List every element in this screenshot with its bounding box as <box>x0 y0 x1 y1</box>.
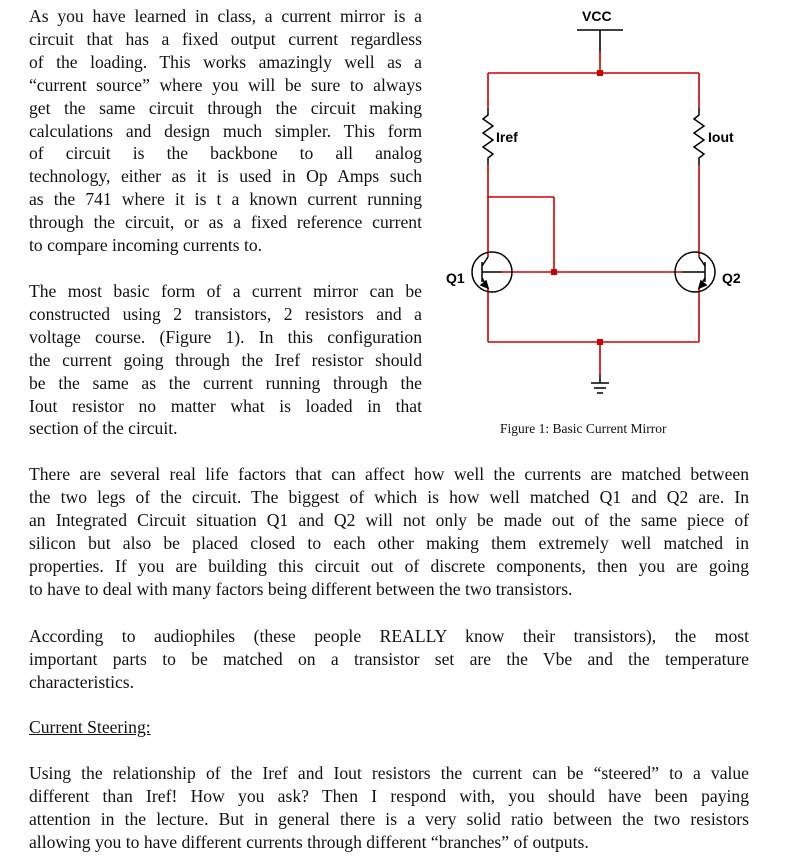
text-line: the two legs of the circuit. The biggest of which is how well matched Q1 and Q2 are. In <box>29 486 749 507</box>
vcc-symbol <box>577 30 623 52</box>
text-line: different than Iref! How you ask? Then I respond with, you should have been paying <box>29 785 749 806</box>
iref-label: Iref <box>496 129 518 145</box>
iout-resistor <box>694 108 704 165</box>
current-steering-paragraph <box>29 762 749 854</box>
text-line: through the circuit, or as a fixed reference current <box>29 212 422 233</box>
text-line: calculations and design much simpler. This form <box>29 120 422 141</box>
text-line: of circuit is the backbone to all analog <box>29 143 422 164</box>
factors-paragraph <box>29 463 749 600</box>
text-line: to compare incoming currents to. <box>29 235 263 256</box>
text-line: “current source” where you will be sure to always <box>29 74 422 95</box>
text-line: As you have learned in class, a current mirror is a <box>29 6 422 26</box>
ground-symbol <box>591 375 609 393</box>
audiophiles-paragraph <box>29 625 749 694</box>
text-line: the current going through the Iref resistor should <box>29 349 422 370</box>
current-mirror-schematic <box>430 0 770 420</box>
ground-junction <box>597 339 603 345</box>
iout-label: Iout <box>708 129 734 145</box>
text-line: voltage course. (Figure 1). In this configuration <box>29 326 422 347</box>
text-line: as the 741 where it is t a known current running <box>29 189 422 210</box>
circuit-wires <box>488 52 699 375</box>
text-line: allowing you to have different currents through different “branches” of outputs. <box>29 831 589 852</box>
text-line: section of the circuit. <box>29 418 178 439</box>
text-line: attention in the lecture. But in general there is a very solid ratio between the two resistors <box>29 808 749 829</box>
text-line: be the same as the current running through the <box>29 372 422 393</box>
text-line: important parts to be matched on a transistor set are the Vbe and the temperature <box>29 648 749 669</box>
iref-resistor <box>483 108 493 165</box>
text-line: The most basic form of a current mirror can be <box>29 281 422 301</box>
text-line: constructed using 2 transistors, 2 resistors and a <box>29 303 422 324</box>
text-line: of the loading. This works amazingly well as a <box>29 51 422 72</box>
text-line: Using the relationship of the Iref and Iout resistors the current can be “steered” to a value <box>29 763 749 783</box>
base-junction <box>551 269 557 275</box>
text-line: an Integrated Circuit situation Q1 and Q2 will not only be made out of the same piece of <box>29 509 749 530</box>
q1-label: Q1 <box>446 270 465 286</box>
text-line: properties. If you are building this circuit out of discrete components, then you are going <box>29 555 749 576</box>
intro-paragraph <box>29 5 422 257</box>
text-line: get the same circuit through the circuit making <box>29 97 422 118</box>
text-line: technology, either as it is used in Op Amps such <box>29 166 422 187</box>
basic-form-paragraph <box>29 280 422 440</box>
figure-caption: Figure 1: Basic Current Mirror <box>500 421 667 436</box>
vcc-junction <box>597 70 603 76</box>
text-line: According to audiophiles (these people REALLY know their transistors), the most <box>29 626 749 646</box>
text-line: Iout resistor no matter what is loaded in that <box>29 395 422 416</box>
q2-label: Q2 <box>722 270 741 286</box>
text-line: characteristics. <box>29 671 135 692</box>
text-line: silicon but also be placed closed to each other making them extremely well matched in <box>29 532 749 553</box>
text-line: There are several real life factors that can affect how well the currents are matched between <box>29 464 749 484</box>
text-line: circuit that has a fixed output current regardless <box>29 28 422 49</box>
vcc-label: VCC <box>582 8 612 24</box>
current-steering-heading: Current Steering: <box>29 717 151 737</box>
text-line: to have to deal with many factors being different between the two transistors. <box>29 578 573 599</box>
